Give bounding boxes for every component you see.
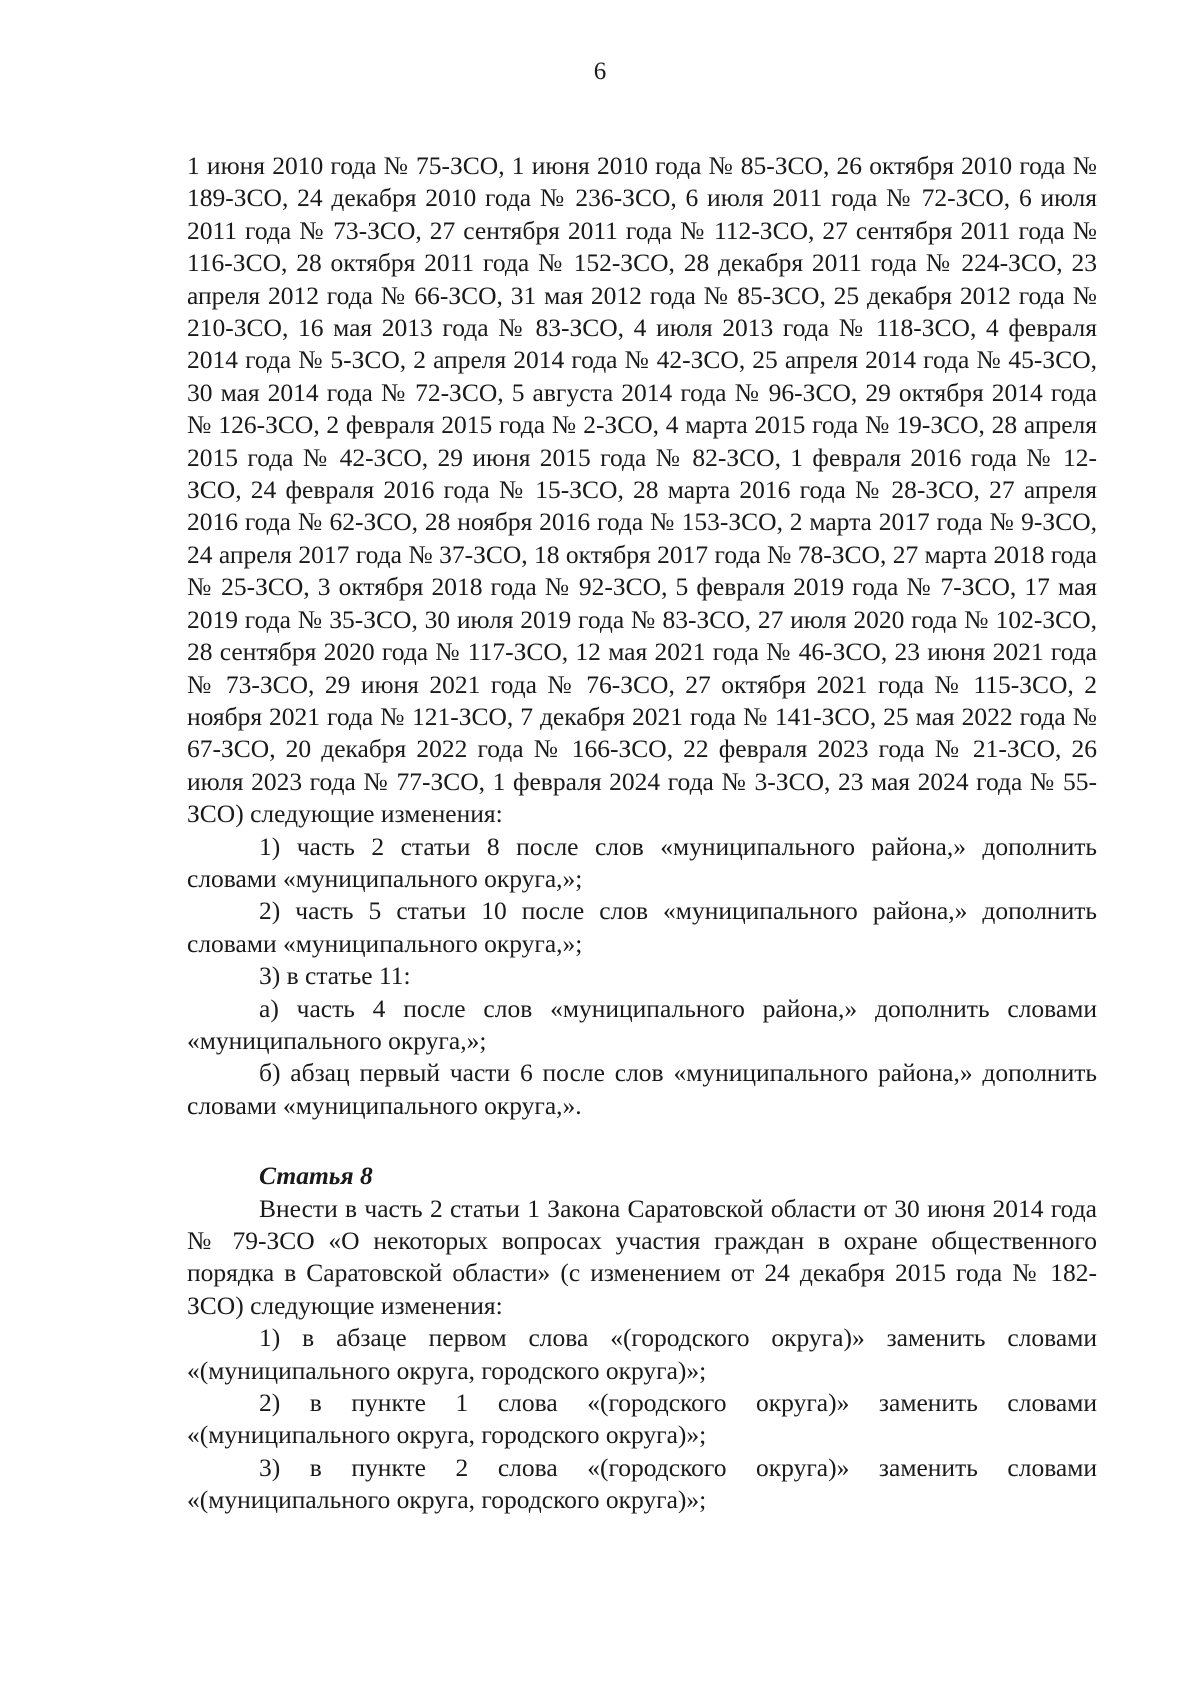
amendment-item-2: 2) часть 5 статьи 10 после слов «муниципального района,» дополнить словами «муниципального округа,»;: [187, 896, 1097, 958]
amendment-item-1: 1) часть 2 статьи 8 после слов «муниципального района,» дополнить словами «муниципального округа,»;: [187, 831, 1097, 893]
document-body: [187, 150, 1097, 1517]
amendment-item-3a: а) часть 4 после слов «муниципального района,» дополнить словами «муниципального округа,»;: [187, 993, 1097, 1055]
article-item-2: 2) в пункте 1 слова «(городского округа)» заменить словами «(муниципального округа, городского округа)»;: [187, 1388, 1097, 1450]
article-item-1: 1) в абзаце первом слова «(городского округа)» заменить словами «(муниципального округа, городского округа)»;: [187, 1323, 1097, 1385]
article-item-3: 3) в пункте 2 слова «(городского округа)» заменить словами «(муниципального округа, городского округа)»;: [187, 1452, 1097, 1515]
amendment-intro-paragraph: 1 июня 2010 года № 75-ЗСО, 1 июня 2010 года № 85-ЗСО, 26 октября 2010 года № 189-ЗСО, 24 декабря 2010 года № 236-ЗСО, 6 июля 2011 года № 72-ЗСО, 6 июля 2011 года № 73-ЗСО, 27 сентября 2011 года № 112-ЗСО, 27 сентября 2011 года № 116-ЗСО, 28 октября 2011 года № 152-ЗСО, 28 декабря 2011 года № 224-ЗСО, 23 апреля 2012 года № 66-ЗСО, 31 мая 2012 года № 85-ЗСО, 25 декабря 2012 года № 210-ЗСО, 16 мая 2013 года № 83-ЗСО, 4 июля 2013 года № 118-ЗСО, 4 февраля 2014 года № 5-ЗСО, 2 апреля 2014 года № 42-ЗСО, 25 апреля 2014 года № 45-ЗСО, 30 мая 2014 года № 72-ЗСО, 5 августа 2014 года № 96-ЗСО, 29 октября 2014 года № 126-ЗСО, 2 февраля 2015 года № 2-ЗСО, 4 марта 2015 года № 19-ЗСО, 28 апреля 2015 года № 42-ЗСО, 29 июня 2015 года № 82-ЗСО, 1 февраля 2016 года № 12-ЗСО, 24 февраля 2016 года № 15-ЗСО, 28 марта 2016 года № 28-ЗСО, 27 апреля 2016 года № 62-ЗСО, 28 ноября 2016 года № 153-ЗСО, 2 марта 2017 года № 9-ЗСО, 24 апреля 2017 года № 37-ЗСО, 18 октября 2017 года № 78-ЗСО, 27 марта 2018 года № 25-ЗСО, 3 октября 2018 года № 92-ЗСО, 5 февраля 2019 года № 7-ЗСО, 17 мая 2019 года № 35-ЗСО, 30 июля 2019 года № 83-ЗСО, 27 июля 2020 года № 102-ЗСО, 28 сентября 2020 года № 117-ЗСО, 12 мая 2021 года № 46-ЗСО, 23 июня 2021 года № 73-ЗСО, 29 июня 2021 года № 76-ЗСО, 27 октября 2021 года № 115-ЗСО, 2 ноября 2021 года № 121-ЗСО, 7 декабря 2021 года № 141-ЗСО, 25 мая 2022 года № 67-ЗСО, 20 декабря 2022 года № 166-ЗСО, 22 февраля 2023 года № 21-ЗСО, 26 июля 2023 года № 77-ЗСО, 1 февраля 2024 года № 3-ЗСО, 23 мая 2024 года № 55-ЗСО) следующие изменения:: [187, 151, 1097, 829]
article-intro-paragraph: Внести в часть 2 статьи 1 Закона Саратовской области от 30 июня 2014 года № 79-ЗСО «О некоторых вопросах участия граждан в охране общественного порядка в Саратовской области» (с изменением от 24 декабря 2015 года № 182-ЗСО) следующие изменения:: [187, 1193, 1097, 1320]
article-heading: Статья 8: [259, 1161, 373, 1191]
page-number: 6: [593, 58, 607, 85]
amendment-item-3b: б) абзац первый части 6 после слов «муниципального района,» дополнить словами «муниципального округа,».: [187, 1058, 1097, 1120]
amendment-item-3: 3) в статье 11:: [259, 961, 411, 991]
